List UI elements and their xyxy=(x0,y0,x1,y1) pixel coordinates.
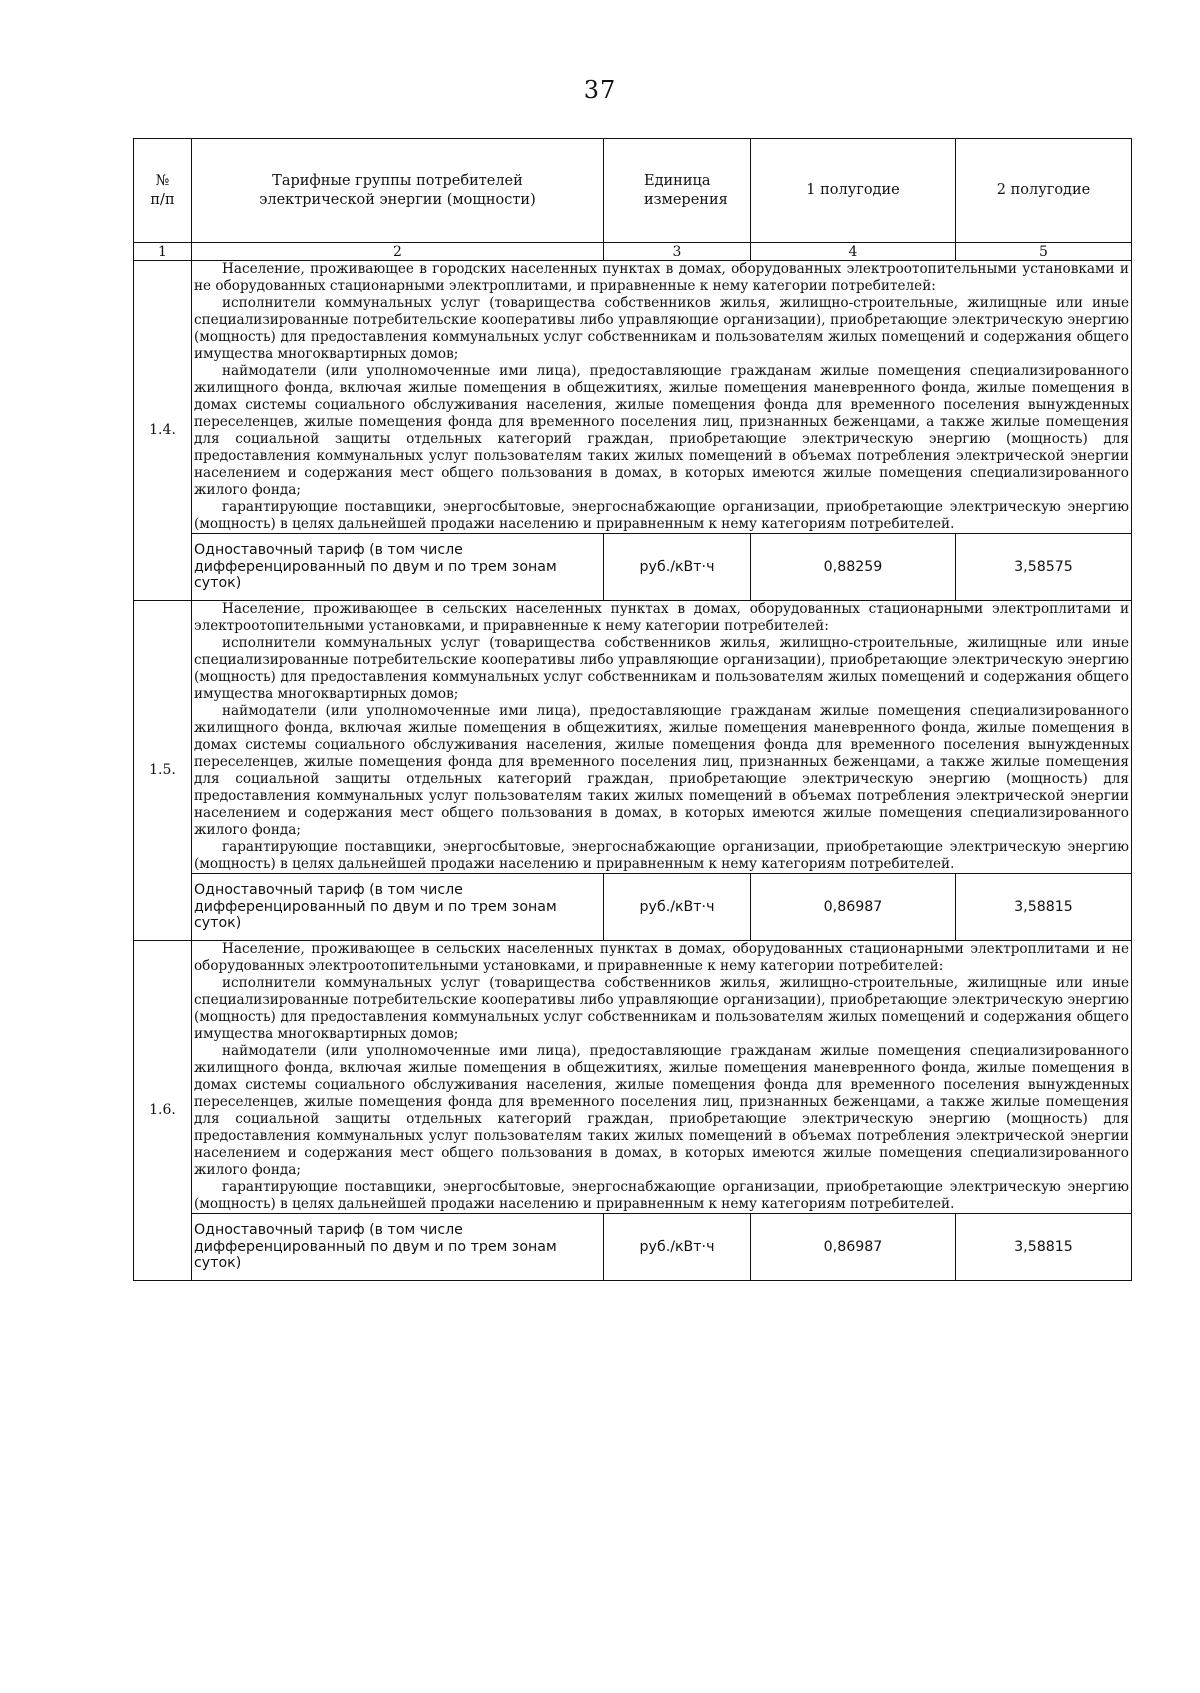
header-half-year-1: 1 полугодие xyxy=(751,139,956,243)
header-row-number: № п/п xyxy=(134,139,192,243)
tariff-half-year-1-value: 0,86987 xyxy=(751,874,956,941)
section-description xyxy=(192,941,1132,1214)
column-number: 2 xyxy=(192,243,604,261)
tariff-half-year-2-value: 3,58815 xyxy=(956,1214,1132,1281)
tariff-half-year-2-value: 3,58575 xyxy=(956,534,1132,601)
section-description xyxy=(192,261,1132,534)
tariff-row xyxy=(134,534,1132,601)
description-paragraph: исполнители коммунальных услуг (товарищества собственников жилья, жилищно-строительные, жилищные или иные специализированные потребительские кооперативы либо управляющие организации), приобретающие электрическую энергию (мощность) для предоставления коммунальных услуг собственникам и пользователям жилых помещений и содержания общего имущества многоквартирных домов; xyxy=(194,295,1129,362)
section-description-row xyxy=(134,261,1132,534)
tariff-row xyxy=(134,874,1132,941)
column-number: 1 xyxy=(134,243,192,261)
section-description-row xyxy=(134,601,1132,874)
section-description xyxy=(192,601,1132,874)
description-paragraph: наймодатели (или уполномоченные ими лица), предоставляющие гражданам жилые помещения специализированного жилищного фонда, включая жилые помещения в общежитиях, жилые помещения маневренного фонда, жилые помещения в домах системы социального обслуживания населения, жилые помещения фонда для временного поселения вынужденных переселенцев, жилые помещения фонда для временного поселения лиц, признанных беженцами, а также жилые помещения для социальной защиты отдельных категорий граждан, приобретающие электрическую энергию (мощность) для предоставления коммунальных услуг пользователям таких жилых помещений в объемах потребления электрической энергии населением и содержания мест общего пользования в домах, в которых имеются жилые помещения специализированного жилого фонда; xyxy=(194,1043,1129,1178)
tariff-name: Одноставочный тариф (в том числе дифференцированный по двум и по трем зонам суток) xyxy=(192,534,604,601)
section-number: 1.6. xyxy=(134,941,192,1281)
tariff-unit: руб./кВт·ч xyxy=(604,874,751,941)
description-paragraph: исполнители коммунальных услуг (товарищества собственников жилья, жилищно-строительные, жилищные или иные специализированные потребительские кооперативы либо управляющие организации), приобретающие электрическую энергию (мощность) для предоставления коммунальных услуг собственникам и пользователям жилых помещений и содержания общего имущества многоквартирных домов; xyxy=(194,975,1129,1042)
tariff-name: Одноставочный тариф (в том числе дифференцированный по двум и по трем зонам суток) xyxy=(192,874,604,941)
tariff-unit: руб./кВт·ч xyxy=(604,534,751,601)
section-number: 1.5. xyxy=(134,601,192,941)
tariff-row xyxy=(134,1214,1132,1281)
tariff-table xyxy=(133,138,1132,1281)
description-paragraph: гарантирующие поставщики, энергосбытовые, энергоснабжающие организации, приобретающие электрическую энергию (мощность) в целях дальнейшей продажи населению и приравненным к нему категориям потребителей. xyxy=(194,1179,1129,1212)
header-tariff-group: Тарифные группы потребителей электрической энергии (мощности) xyxy=(192,139,604,243)
description-paragraph: наймодатели (или уполномоченные ими лица), предоставляющие гражданам жилые помещения специализированного жилищного фонда, включая жилые помещения в общежитиях, жилые помещения маневренного фонда, жилые помещения в домах системы социального обслуживания населения, жилые помещения фонда для временного поселения вынужденных переселенцев, жилые помещения фонда для временного поселения лиц, признанных беженцами, а также жилые помещения для социальной защиты отдельных категорий граждан, приобретающие электрическую энергию (мощность) для предоставления коммунальных услуг пользователям таких жилых помещений в объемах потребления электрической энергии населением и содержания мест общего пользования в домах, в которых имеются жилые помещения специализированного жилого фонда; xyxy=(194,703,1129,838)
page-number: 37 xyxy=(583,76,617,104)
tariff-half-year-1-value: 0,86987 xyxy=(751,1214,956,1281)
description-paragraph: исполнители коммунальных услуг (товарищества собственников жилья, жилищно-строительные, жилищные или иные специализированные потребительские кооперативы либо управляющие организации), приобретающие электрическую энергию (мощность) для предоставления коммунальных услуг собственникам и пользователям жилых помещений и содержания общего имущества многоквартирных домов; xyxy=(194,635,1129,702)
description-paragraph: наймодатели (или уполномоченные ими лица), предоставляющие гражданам жилые помещения специализированного жилищного фонда, включая жилые помещения в общежитиях, жилые помещения маневренного фонда, жилые помещения в домах системы социального обслуживания населения, жилые помещения фонда для временного поселения вынужденных переселенцев, жилые помещения фонда для временного поселения лиц, признанных беженцами, а также жилые помещения для социальной защиты отдельных категорий граждан, приобретающие электрическую энергию (мощность) для предоставления коммунальных услуг пользователям таких жилых помещений в объемах потребления электрической энергии населением и содержания мест общего пользования в домах, в которых имеются жилые помещения специализированного жилого фонда; xyxy=(194,363,1129,498)
column-numbers-row xyxy=(134,243,1132,261)
description-paragraph: Население, проживающее в сельских населенных пунктах в домах, оборудованных стационарными электроплитами и электроотопительными установками, и приравненные к нему категории потребителей: xyxy=(194,601,1129,634)
header-half-year-2: 2 полугодие xyxy=(956,139,1132,243)
tariff-name: Одноставочный тариф (в том числе дифференцированный по двум и по трем зонам суток) xyxy=(192,1214,604,1281)
column-number: 3 xyxy=(604,243,751,261)
column-number: 4 xyxy=(751,243,956,261)
tariff-half-year-2-value: 3,58815 xyxy=(956,874,1132,941)
table-header-row xyxy=(134,139,1132,243)
header-unit: Единица измерения xyxy=(604,139,751,243)
description-paragraph: Население, проживающее в городских населенных пунктах в домах, оборудованных электроотопительными установками и не оборудованных стационарными электроплитами, и приравненные к нему категории потребителей: xyxy=(194,261,1129,294)
section-number: 1.4. xyxy=(134,261,192,601)
description-paragraph: гарантирующие поставщики, энергосбытовые, энергоснабжающие организации, приобретающие электрическую энергию (мощность) в целях дальнейшей продажи населению и приравненным к нему категориям потребителей. xyxy=(194,839,1129,872)
column-number: 5 xyxy=(956,243,1132,261)
section-description-row xyxy=(134,941,1132,1214)
tariff-half-year-1-value: 0,88259 xyxy=(751,534,956,601)
description-paragraph: гарантирующие поставщики, энергосбытовые, энергоснабжающие организации, приобретающие электрическую энергию (мощность) в целях дальнейшей продажи населению и приравненным к нему категориям потребителей. xyxy=(194,499,1129,532)
tariff-unit: руб./кВт·ч xyxy=(604,1214,751,1281)
description-paragraph: Население, проживающее в сельских населенных пунктах в домах, оборудованных стационарными электроплитами и не оборудованных электроотопительными установками, и приравненные к нему категории потребителей: xyxy=(194,941,1129,974)
